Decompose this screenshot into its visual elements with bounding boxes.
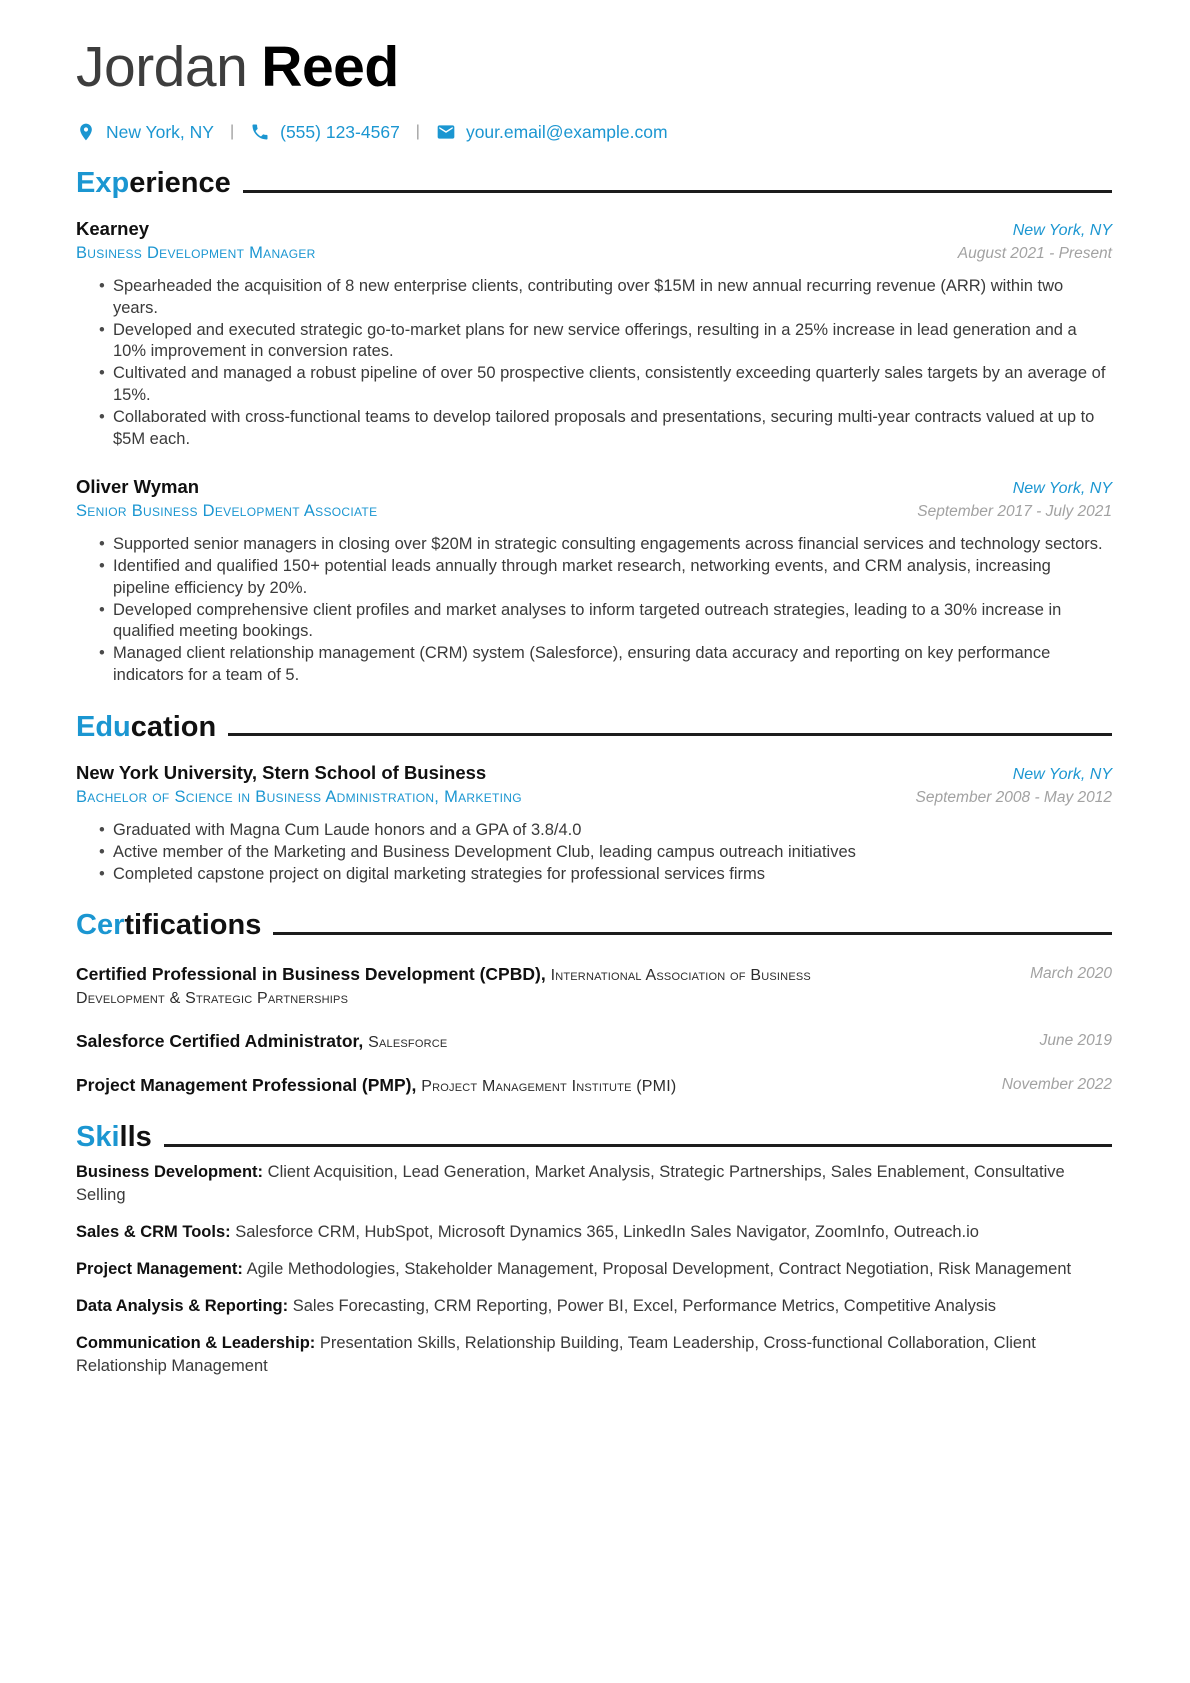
skill-group-business-development [76,1161,1112,1207]
skill-group-label: Data Analysis & Reporting: [76,1296,289,1315]
job-bullet-list [76,534,1112,686]
skills-heading [76,1121,1112,1154]
school-location: New York, NY [1012,766,1112,784]
page-title [76,35,1112,99]
education-entry-nyu [76,762,1112,885]
phone-text: (555) 123-4567 [280,121,400,142]
certification-name: Salesforce Certified Administrator, [76,1030,364,1051]
last-name: Reed [261,35,399,99]
section-rule [273,932,1112,935]
heading-accent-part: Exp [76,166,130,199]
contact-email [436,122,668,143]
school-dates: September 2008 - May 2012 [915,789,1112,807]
certifications-heading-text [76,909,261,942]
experience-heading-text [76,167,231,200]
location-pin-icon [76,122,96,142]
contact-phone [250,122,400,143]
education-heading-text [76,711,216,744]
section-skills [76,1121,1112,1378]
education-heading [76,711,1112,744]
job-bullet: • Cultivated and managed a robust pipeline of over 50 prospective clients, consistently exceeding quarterly sales targets by an average of 15%. [76,363,1112,407]
skill-group-items: Sales Forecasting, CRM Reporting, Power BI, Excel, Performance Metrics, Competitive Analysis [292,1296,997,1315]
certification-row [76,963,1112,1010]
job-bullet: • Developed and executed strategic go-to-market plans for new service offerings, resulting in a 25% increase in lead generation and a 10% improvement in conversion rates. [76,320,1112,364]
job-dates: September 2017 - July 2021 [917,503,1112,521]
section-rule [243,190,1112,193]
heading-accent-part: Ski [76,1121,120,1154]
email-text: your.email@example.com [465,121,668,142]
heading-rest-part: cation [130,710,217,743]
certification-issuer: Salesforce [368,1033,448,1051]
job-title: Senior Business Development Associate [76,502,378,521]
job-dates: August 2021 - Present [957,245,1112,263]
job-bullet: • Managed client relationship management (CRM) system (Salesforce), ensuring data accuracy and reporting on key performance indicators for a team of 5. [76,643,1112,687]
location-text: New York, NY [106,121,214,142]
experience-heading [76,167,1112,200]
contact-separator: | [229,123,235,141]
skill-group-items: Client Acquisition, Lead Generation, Market Analysis, Strategic Partnerships, Sales Enablement, Consultative Selling [76,1162,1065,1204]
contact-separator: | [415,123,420,141]
job-bullet: • Supported senior managers in closing over $20M in strategic consulting engagements across financial services and technology sectors. [76,534,1112,556]
envelope-icon [436,122,456,142]
job-bullet: • Developed comprehensive client profiles and market analyses to inform targeted outreach strategies, leading to a 30% increase in qualified meeting bookings. [76,600,1112,644]
heading-rest-part: tifications [124,909,262,942]
company-name: Oliver Wyman [76,476,200,498]
job-entry-kearney [76,218,1112,450]
company-name: Kearney [76,218,150,240]
job-bullet: • Identified and qualified 150+ potential leads annually through market research, networking events, and CRM analysis, increasing pipeline efficiency by 20%. [76,556,1112,600]
degree-title: Bachelor of Science in Business Administration, Marketing [76,788,522,807]
phone-icon [250,122,270,142]
education-bullet: • Active member of the Marketing and Business Development Club, leading campus outreach initiatives [76,842,1112,864]
skill-group-items: Agile Methodologies, Stakeholder Management, Proposal Development, Contract Negotiation, Risk Management [246,1259,1072,1278]
skills-heading-text [76,1121,152,1154]
job-entry-oliver-wyman [76,476,1112,686]
certification-text [76,1074,863,1098]
contact-row [76,122,1112,143]
contact-location [76,122,214,143]
skill-group-sales-crm-tools [76,1221,1112,1244]
job-title: Business Development Manager [76,244,316,263]
section-rule [228,733,1112,736]
certification-row [76,1074,1112,1098]
skill-group-items: Presentation Skills, Relationship Building, Team Leadership, Cross-functional Collaboration, Client Relationship Management [76,1333,1036,1376]
certification-text [76,963,863,1010]
certification-date: November 2022 [1001,1075,1112,1093]
certification-row [76,1030,1112,1054]
skill-group-data-analysis [76,1295,1112,1318]
certification-name: Project Management Professional (PMP), [76,1074,417,1095]
heading-accent-part: Edu [76,710,131,743]
heading-rest-part: lls [119,1121,152,1154]
job-bullet: • Spearheaded the acquisition of 8 new enterprise clients, contributing over $15M in new annual recurring revenue (ARR) within two years. [76,276,1112,320]
skill-group-label: Project Management: [76,1259,243,1278]
certification-issuer: International Association of Business Development & Strategic Partnerships [76,966,811,1008]
skill-group-label: Sales & CRM Tools: [76,1222,231,1241]
heading-rest-part: erience [129,166,231,199]
education-bullet: • Graduated with Magna Cum Laude honors and a GPA of 3.8/4.0 [76,820,1112,842]
skill-group-project-management [76,1258,1112,1281]
certifications-heading [76,909,1112,942]
job-bullet: • Collaborated with cross-functional teams to develop tailored proposals and presentations, securing multi-year contracts valued at up to $5M each. [76,407,1112,451]
heading-accent-part: Cer [76,909,125,942]
certification-issuer: Project Management Institute (PMI) [421,1077,677,1095]
education-bullet-list [76,820,1112,885]
school-name: New York University, Stern School of Business [76,762,487,784]
skill-group-label: Communication & Leadership: [76,1333,316,1352]
education-bullet: • Completed capstone project on digital marketing strategies for professional services firms [76,864,1112,886]
certification-text [76,1030,863,1054]
section-certifications [76,909,1112,1097]
certification-name: Certified Professional in Business Development (CPBD), [76,963,546,984]
section-experience [76,167,1112,687]
certification-date: June 2019 [1039,1031,1112,1049]
certification-date: March 2020 [1030,964,1112,982]
section-rule [164,1144,1112,1147]
section-education [76,711,1112,886]
job-bullet-list [76,276,1112,450]
first-name: Jordan [76,35,248,99]
skill-group-label: Business Development: [76,1162,264,1181]
skill-group-items: Salesforce CRM, HubSpot, Microsoft Dynamics 365, LinkedIn Sales Navigator, ZoomInfo, Outreach.io [235,1222,979,1241]
job-location: New York, NY [1012,480,1112,498]
job-location: New York, NY [1012,222,1112,240]
skill-group-communication-leadership [76,1332,1112,1378]
